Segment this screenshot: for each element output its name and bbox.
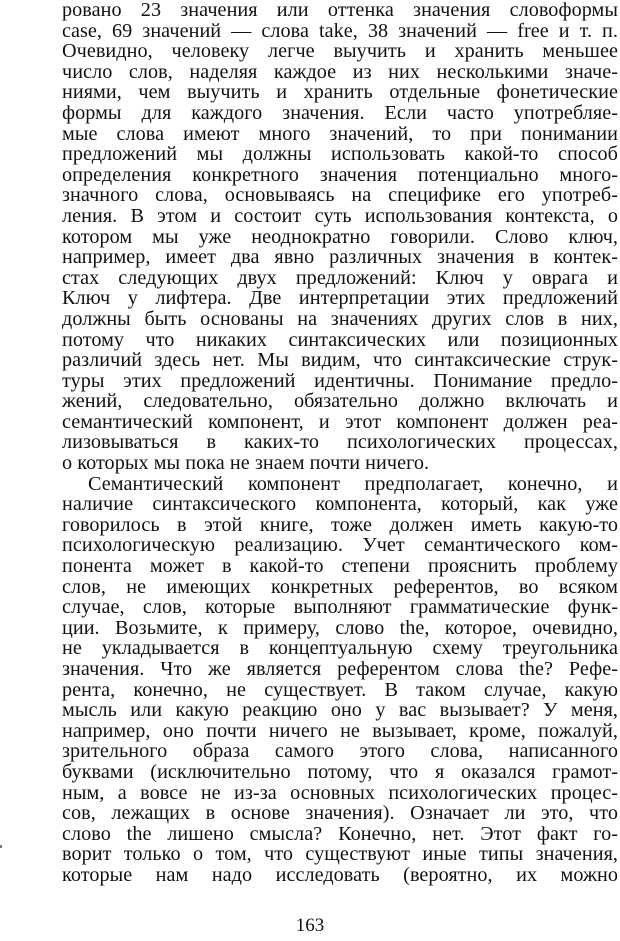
text-line: предложений мы должны использовать какой-то способ (62, 143, 618, 166)
text-line: понента может в какой-то степени прояснить проблему (62, 555, 618, 578)
text-line: ным, а вовсе не из-за основных психологических процес- (62, 781, 618, 804)
text-line: рента, конечно, не существует. В таком случае, какую (62, 678, 618, 701)
text-line: буквами (исключительно потому, что я оказался грамот- (62, 760, 618, 783)
text-line: например, оно почти ничего не вызывает, кроме, пожалуй, (62, 719, 618, 742)
text-line: котором мы уже неоднократно говорили. Слово ключ, (62, 225, 618, 248)
text-line: слово the лишено смысла? Конечно, нет. Этот факт го- (62, 822, 618, 845)
text-line: должны быть основаны на значениях других слов в них, (62, 307, 618, 330)
text-line: формы для каждого значения. Если часто употребляе- (62, 101, 618, 124)
text-line: которые нам надо исследовать (вероятно, их можно (62, 863, 618, 886)
text-line: не укладывается в концептуальную схему треугольника (62, 637, 618, 660)
text-line: психологическую реализацию. Учет семантического ком- (62, 534, 618, 557)
text-line: потому что никаких синтаксических или позиционных (62, 328, 618, 351)
paragraph-first-line: Семантический компонент предполагает, конечно, и (88, 472, 618, 495)
text-line: различий здесь нет. Мы видим, что синтаксические струк- (62, 349, 618, 372)
text-line: ровано 23 значения или оттенка значения словоформы (62, 0, 618, 21)
text-line: ления. В этом и состоит суть использования контекста, о (62, 204, 618, 227)
text-line: число слов, наделяя каждое из них несколькими значе- (62, 60, 618, 83)
text-line: ции. Возьмите, к примеру, слово the, которое, очевидно, (62, 616, 618, 639)
text-line: слов, не имеющих конкретных референтов, во всяком (62, 575, 618, 598)
text-line: значного слова, основываясь на специфике его употреб- (62, 184, 618, 207)
text-line: ворит только о том, что существуют иные типы значения, (62, 843, 618, 866)
text-line: ниями, чем выучить и хранить отдельные фонетические (62, 81, 618, 104)
text-line: case, 69 значений — слова take, 38 значений — free и т. п. (62, 19, 618, 42)
text-line: жений, следовательно, обязательно должно включать и (62, 390, 618, 413)
body-text (62, 0, 618, 886)
text-line: сов, лежащих в основе значения). Означает ли это, что (62, 802, 618, 825)
text-line: значения. Что же является референтом слова the? Рефе- (62, 658, 618, 680)
text-line: определения конкретного значения потенциально много- (62, 163, 618, 186)
text-line: мысль или какую реакцию оно у вас вызывает? У меня, (62, 699, 618, 722)
text-line: стах следующих двух предложений: Ключ у оврага и (62, 266, 618, 289)
text-line: туры этих предложений идентичны. Понимание предло- (62, 369, 618, 392)
text-line: говорилось в этой книге, тоже должен иметь какую-то (62, 513, 618, 536)
text-line: например, имеет два явно различных значения в контек- (62, 246, 618, 269)
text-line: мые слова имеют много значений, то при понимании (62, 122, 618, 145)
text-line: наличие синтаксического компонента, который, как уже (62, 493, 618, 516)
text-line: Очевидно, человеку легче выучить и хранить меньшее (62, 40, 618, 63)
text-line: лизовываться в каких-то психологических процессах, (62, 431, 618, 454)
paragraph-last-line: о которых мы пока не знаем почти ничего. (62, 452, 430, 475)
text-line: Ключ у лифтера. Две интерпретации этих предложений (62, 287, 618, 310)
text-line: случае, слов, которые выполняют грамматические функ- (62, 596, 618, 619)
text-line: семантический компонент, и этот компонент должен реа- (62, 410, 618, 433)
text-line: зрительного образа самого этого слова, написанного (62, 740, 618, 763)
page-number: 163 (295, 915, 325, 936)
scan-edge-mark (0, 845, 2, 848)
